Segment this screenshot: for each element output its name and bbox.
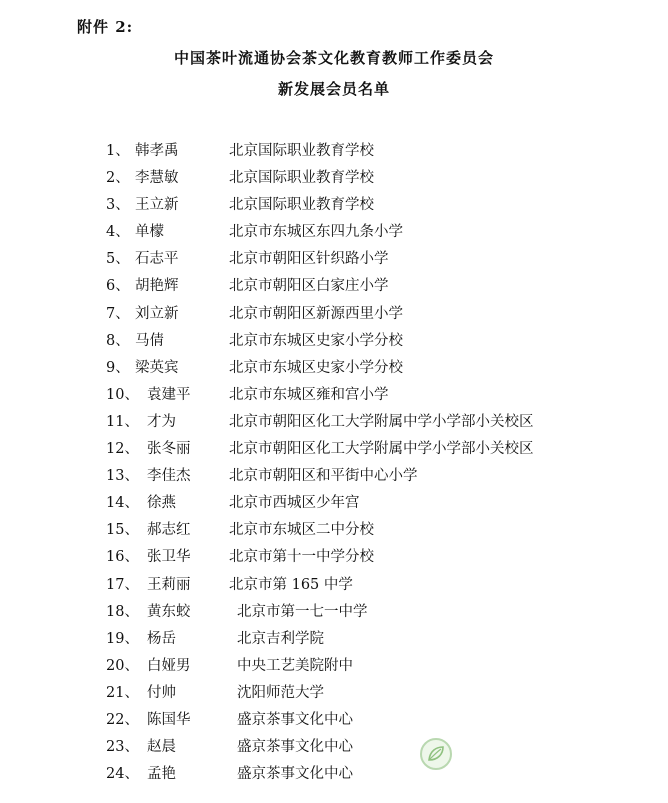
- member-unit: 北京吉利学院: [237, 630, 324, 647]
- member-unit: 北京国际职业教育学校: [229, 170, 374, 187]
- member-unit: 盛京茶事文化中心: [237, 766, 353, 783]
- member-row: [0, 573, 668, 600]
- member-row: [0, 762, 668, 789]
- member-unit: 北京市朝阳区和平街中心小学: [229, 468, 418, 485]
- member-index: 7、: [106, 305, 130, 322]
- member-name: 王立新: [135, 197, 179, 214]
- member-index: 5、: [106, 251, 130, 268]
- member-index: 4、: [106, 224, 130, 241]
- member-index: 21、: [106, 684, 139, 701]
- member-name: 李慧敏: [135, 170, 179, 187]
- member-unit: 北京市第一七一中学: [237, 603, 368, 620]
- member-index: 19、: [106, 630, 139, 647]
- member-name: 张冬丽: [147, 441, 191, 458]
- member-name: 赵晨: [147, 739, 176, 756]
- member-name: 韩孝禹: [135, 143, 179, 159]
- member-row: [0, 410, 668, 437]
- member-row: [0, 464, 668, 491]
- member-row: [0, 708, 668, 735]
- member-unit: 沈阳师范大学: [237, 684, 324, 701]
- member-index: 14、: [106, 495, 139, 512]
- member-name: 黄东蛟: [147, 603, 191, 620]
- member-list: [0, 139, 668, 789]
- member-name: 胡艳辉: [135, 278, 179, 295]
- member-row: [0, 166, 668, 193]
- member-name: 王莉丽: [147, 576, 191, 593]
- member-row: [0, 518, 668, 545]
- member-index: 20、: [106, 657, 139, 674]
- member-index: 11、: [106, 413, 139, 430]
- member-name: 袁建平: [147, 386, 191, 403]
- member-index: 6、: [106, 278, 130, 295]
- member-index: 8、: [106, 332, 130, 349]
- attachment-label: 附件 2:: [77, 18, 134, 36]
- member-row: [0, 545, 668, 572]
- member-index: 2、: [106, 170, 130, 187]
- member-index: 12、: [106, 441, 139, 458]
- member-unit: 北京市东城区东四九条小学: [229, 224, 403, 241]
- member-name: 梁英宾: [135, 359, 179, 376]
- document-subtitle: 新发展会员名单: [277, 80, 390, 98]
- member-name: 白娅男: [147, 657, 191, 674]
- member-unit: 北京市朝阳区针织路小学: [229, 251, 389, 268]
- member-index: 1、: [106, 143, 130, 159]
- member-name: 杨岳: [147, 630, 176, 647]
- member-row: [0, 139, 668, 166]
- leaf-icon: [427, 745, 445, 763]
- member-name: 刘立新: [135, 305, 179, 322]
- member-unit: 北京市朝阳区化工大学附属中学小学部小关校区: [229, 413, 534, 430]
- tea-leaf-logo-icon: [420, 738, 452, 770]
- member-unit: 北京市第十一中学分校: [229, 549, 374, 566]
- member-row: [0, 329, 668, 356]
- member-unit: 北京国际职业教育学校: [229, 197, 374, 214]
- member-unit: 北京市东城区史家小学分校: [229, 332, 403, 349]
- member-row: [0, 356, 668, 383]
- member-row: [0, 193, 668, 220]
- member-name: 徐燕: [147, 495, 176, 512]
- member-unit: 北京市朝阳区化工大学附属中学小学部小关校区: [229, 441, 534, 458]
- member-index: 23、: [106, 739, 139, 756]
- member-row: [0, 600, 668, 627]
- member-name: 单檬: [135, 224, 164, 241]
- member-row: [0, 437, 668, 464]
- member-row: [0, 654, 668, 681]
- member-row: [0, 383, 668, 410]
- member-unit: 北京市朝阳区白家庄小学: [229, 278, 389, 295]
- member-unit: 中央工艺美院附中: [237, 657, 353, 674]
- member-row: [0, 627, 668, 654]
- member-name: 李佳杰: [147, 468, 191, 485]
- member-unit: 北京市西城区少年宫: [229, 495, 360, 512]
- member-unit: 盛京茶事文化中心: [237, 739, 353, 756]
- member-index: 15、: [106, 522, 139, 539]
- member-row: [0, 681, 668, 708]
- member-unit: 北京市东城区史家小学分校: [229, 359, 403, 376]
- member-row: [0, 220, 668, 247]
- member-row: [0, 274, 668, 301]
- member-unit: 北京国际职业教育学校: [229, 143, 374, 159]
- member-index: 3、: [106, 197, 130, 214]
- member-index: 18、: [106, 603, 139, 620]
- document-title: 中国茶叶流通协会茶文化教育教师工作委员会: [173, 49, 494, 67]
- member-index: 9、: [106, 359, 130, 376]
- member-index: 24、: [106, 766, 139, 783]
- member-row: [0, 302, 668, 329]
- member-index: 16、: [106, 549, 139, 566]
- member-row: [0, 247, 668, 274]
- member-name: 郝志红: [147, 522, 191, 539]
- member-name: 石志平: [135, 251, 179, 268]
- member-index: 22、: [106, 711, 139, 728]
- member-index: 10、: [106, 386, 139, 403]
- member-name: 才为: [147, 413, 176, 430]
- member-unit: 北京市朝阳区新源西里小学: [229, 305, 403, 322]
- member-name: 付帅: [147, 684, 176, 701]
- member-name: 陈国华: [147, 711, 191, 728]
- member-name: 孟艳: [147, 766, 176, 783]
- member-row: [0, 491, 668, 518]
- member-index: 17、: [106, 576, 139, 593]
- member-unit: 北京市第 165 中学: [229, 576, 353, 593]
- member-unit: 盛京茶事文化中心: [237, 711, 353, 728]
- member-name: 张卫华: [147, 549, 191, 566]
- member-name: 马倩: [135, 332, 164, 349]
- member-row: [0, 735, 668, 762]
- member-unit: 北京市东城区雍和宫小学: [229, 386, 389, 403]
- member-index: 13、: [106, 468, 139, 485]
- member-unit: 北京市东城区二中分校: [229, 522, 374, 539]
